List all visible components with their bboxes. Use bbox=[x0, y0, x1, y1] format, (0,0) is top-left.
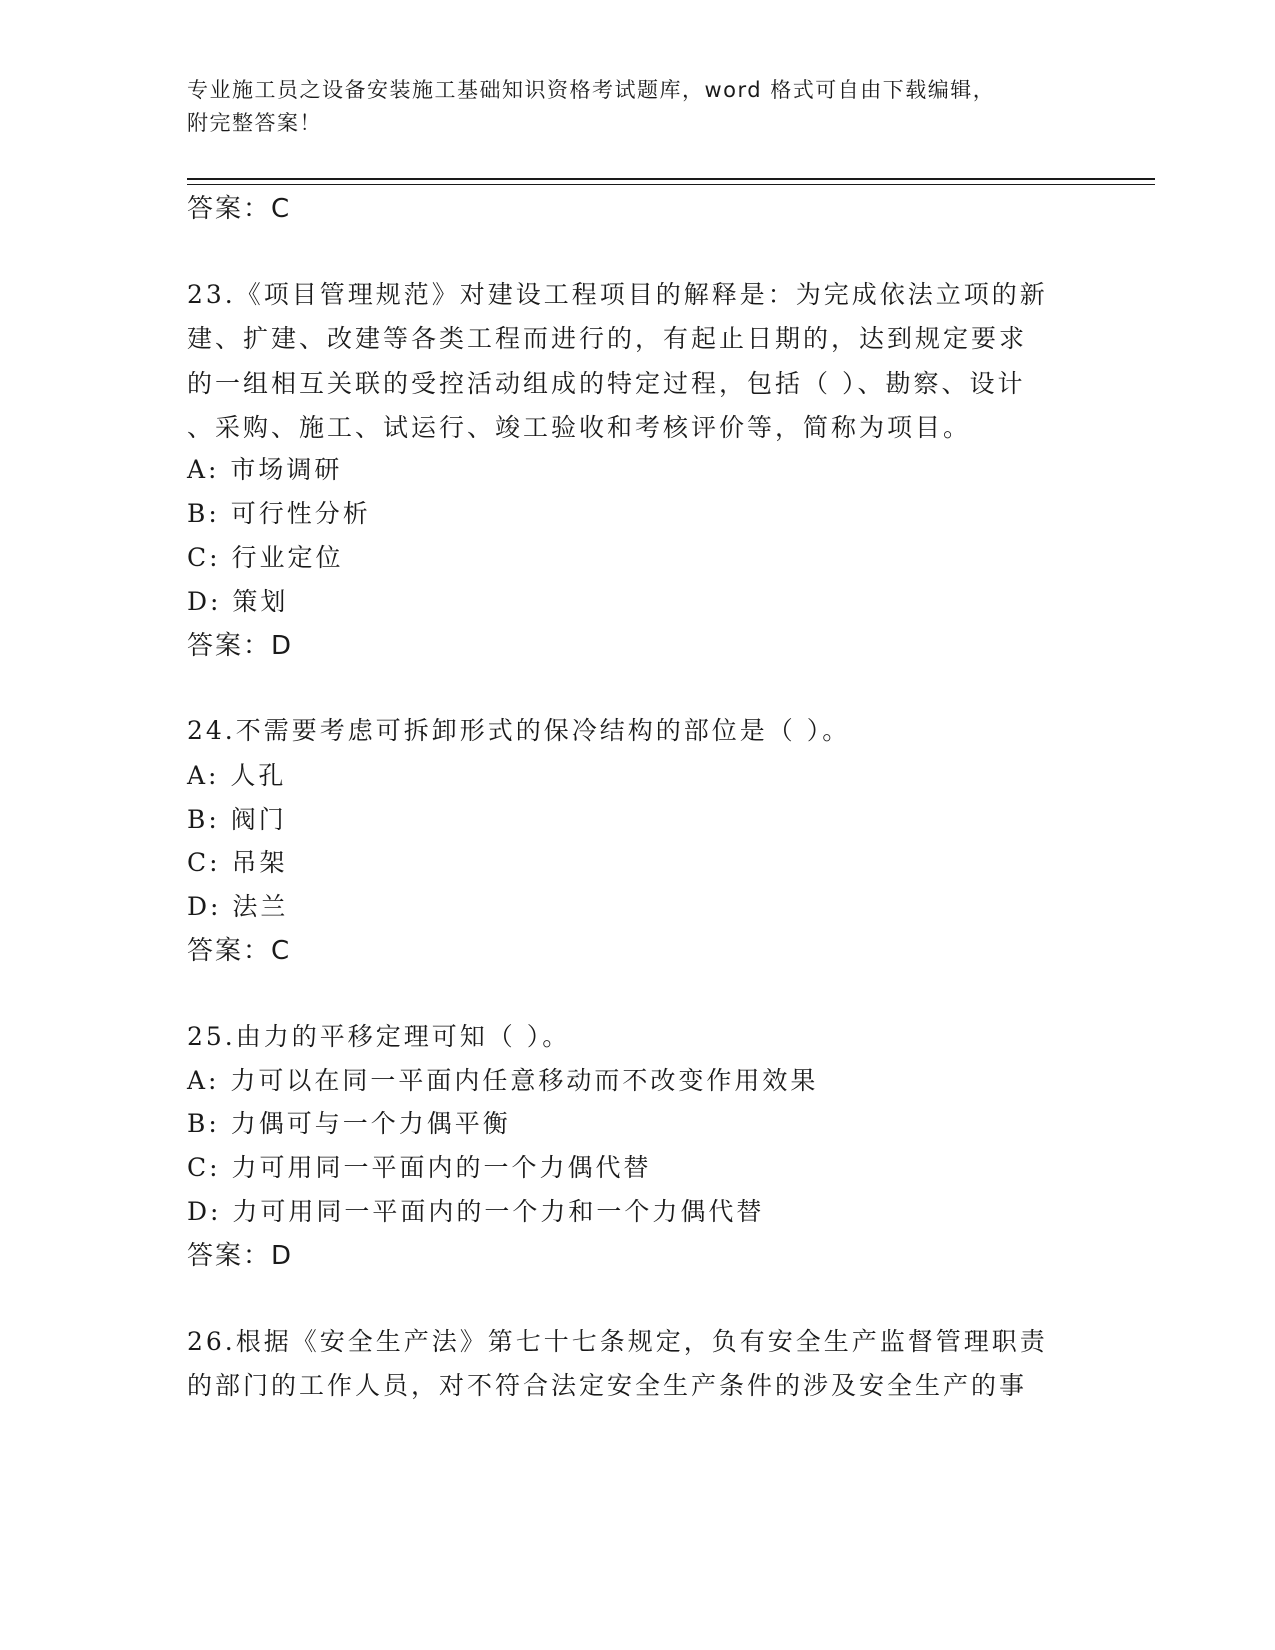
header-line-1: 专业施工员之设备安装施工基础知识资格考试题库，word 格式可自由下载编辑， bbox=[187, 78, 996, 102]
q23-stem-line-4: 、采购、施工、试运行、竣工验收和考核评价等，简称为项目。 bbox=[187, 413, 972, 442]
q24-option-d: D: 法兰 bbox=[187, 892, 289, 921]
answer-q25: 答案：D bbox=[187, 1241, 294, 1271]
answer-q22: 答案：C bbox=[187, 194, 292, 224]
q25-option-b: B: 力偶可与一个力偶平衡 bbox=[187, 1109, 511, 1138]
header-divider-thick bbox=[187, 178, 1155, 180]
q26-stem-line-1: 26.根据《安全生产法》第七十七条规定，负有安全生产监督管理职责 bbox=[187, 1327, 1048, 1356]
document-header bbox=[187, 74, 1067, 140]
q23-option-b: B: 可行性分析 bbox=[187, 499, 371, 528]
q23-stem-line-3: 的一组相互关联的受控活动组成的特定过程，包括（ ）、勘察、设计 bbox=[187, 369, 1026, 398]
q24-stem: 24.不需要考虑可拆卸形式的保冷结构的部位是（ ）。 bbox=[187, 716, 851, 745]
q24-option-a: A: 人孔 bbox=[187, 761, 287, 790]
q24-option-c: C: 吊架 bbox=[187, 848, 288, 877]
q24-option-b: B: 阀门 bbox=[187, 805, 287, 834]
q23-option-a: A: 市场调研 bbox=[187, 455, 343, 484]
q25-option-d: D: 力可用同一平面内的一个力和一个力偶代替 bbox=[187, 1197, 765, 1226]
answer-q23: 答案：D bbox=[187, 631, 294, 661]
q23-stem-line-2: 建、扩建、改建等各类工程而进行的，有起止日期的，达到规定要求 bbox=[187, 324, 1028, 353]
q23-option-d: D: 策划 bbox=[187, 587, 289, 616]
header-line-2: 附完整答案！ bbox=[187, 111, 322, 135]
q25-option-c: C: 力可用同一平面内的一个力偶代替 bbox=[187, 1153, 652, 1182]
answer-q24: 答案：C bbox=[187, 936, 292, 966]
header-divider-thin bbox=[187, 184, 1155, 185]
q25-option-a: A: 力可以在同一平面内任意移动而不改变作用效果 bbox=[187, 1066, 819, 1095]
q25-stem: 25.由力的平移定理可知（ ）。 bbox=[187, 1022, 571, 1051]
q23-stem-line-1: 23.《项目管理规范》对建设工程项目的解释是：为完成依法立项的新 bbox=[187, 280, 1048, 309]
q23-option-c: C: 行业定位 bbox=[187, 543, 344, 572]
q26-stem-line-2: 的部门的工作人员，对不符合法定安全生产条件的涉及安全生产的事 bbox=[187, 1371, 1028, 1400]
